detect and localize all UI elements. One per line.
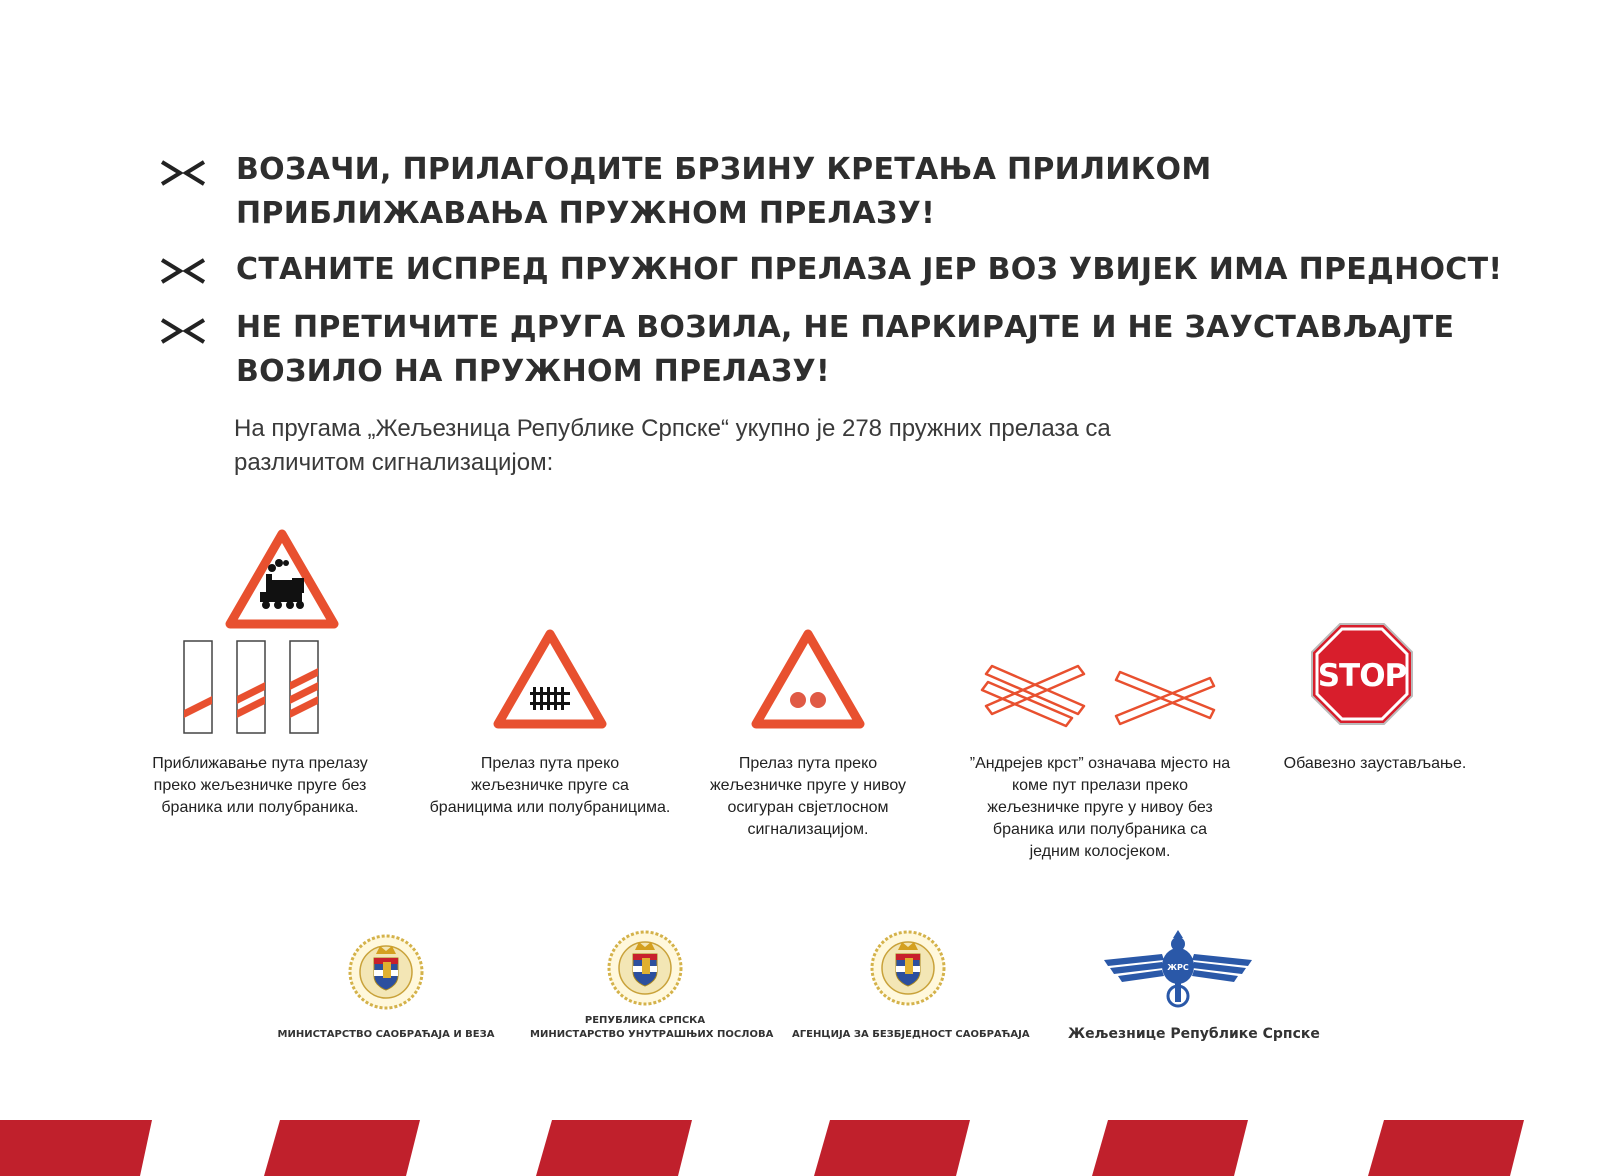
logo-caption-ministry-transport: МИНИСТАРСТВО САОБРАЋАЈА И ВЕЗА	[277, 1029, 495, 1040]
andrew-cross-single-icon	[1110, 670, 1220, 726]
intro-text: На пругама „Жељезница Републике Српске“ укупно је 278 пружних прелаза са различитом сигнализацијом:	[234, 415, 1111, 476]
stop-sign-text: STOP	[1317, 658, 1407, 694]
stripe	[814, 1120, 970, 1176]
light-signal-crossing-sign-icon	[752, 630, 864, 730]
bottom-stripe-band	[0, 1120, 1600, 1176]
beacon-post-2-icon	[236, 640, 266, 734]
zrs-eagle-icon	[1100, 930, 1256, 1010]
coat-of-arms-icon	[605, 928, 685, 1008]
stripe	[1092, 1120, 1248, 1176]
andrew-cross-double-icon	[980, 660, 1090, 728]
heading-stop-before-crossing: СТАНИТЕ ИСПРЕД ПРУЖНОГ ПРЕЛАЗА ЈЕР ВОЗ УВИЈЕК ИМА ПРЕДНОСТ!	[236, 252, 1503, 287]
stripe	[0, 1120, 152, 1176]
caption-sign-1: Приближавање пута прелазу преко жељезничке пруге без браника или полубраника.	[152, 755, 368, 816]
coat-of-arms-icon	[346, 932, 426, 1012]
coat-of-arms-icon	[868, 928, 948, 1008]
bullet-icon	[160, 316, 206, 346]
bullet-icon	[160, 256, 206, 286]
bullet-icon	[160, 158, 206, 188]
zrs-emblem-text: ЖРС	[1167, 963, 1189, 972]
caption-sign-3: Прелаз пута преко жељезничке пруге у нивоу осигуран свјетлосном сигнализацијом.	[709, 755, 907, 838]
stripe	[536, 1120, 692, 1176]
caption-sign-5: Обавезно заустављање.	[1283, 755, 1467, 772]
train-warning-sign-icon	[226, 530, 338, 630]
logo-caption-traffic-safety-agency: АГЕНЦИЈА ЗА БЕЗБЈЕДНОСТ САОБРАЋАЈА	[792, 1029, 1030, 1040]
heading-no-overtaking: НЕ ПРЕТИЧИТЕ ДРУГА ВОЗИЛА, НЕ ПАРКИРАЈТЕ И НЕ ЗАУСТАВЉАЈТЕ ВОЗИЛО НА ПРУЖНОМ ПРЕЛАЗУ!	[236, 310, 1455, 389]
stripe	[264, 1120, 420, 1176]
beacon-post-3-icon	[289, 640, 319, 734]
caption-sign-2: Прелаз пута преко жељезничке пруге са браницима или полубраницима.	[429, 755, 671, 816]
logo-caption-ministry-interior: РЕПУБЛИКА СРПСКА МИНИСТАРСТВО УНУТРАШЊИХ ПОСЛОВА	[530, 1015, 774, 1040]
heading-slow-down: ВОЗАЧИ, ПРИЛАГОДИТЕ БРЗИНУ КРЕТАЊА ПРИЛИКОМ ПРИБЛИЖАВАЊА ПРУЖНОМ ПРЕЛАЗУ!	[236, 152, 1212, 231]
stop-sign-icon	[1310, 622, 1414, 726]
logo-caption-zrs: Жељезнице Републике Српске	[1068, 1026, 1320, 1042]
barrier-crossing-sign-icon	[494, 630, 606, 730]
caption-sign-4: ”Андрејев крст” означава мјесто на коме пут прелази преко жељезничке пруге у нивоу без браника или полубраника са једним колосјеком.	[969, 755, 1231, 860]
stripe	[1368, 1120, 1524, 1176]
beacon-post-1-icon	[183, 640, 213, 734]
